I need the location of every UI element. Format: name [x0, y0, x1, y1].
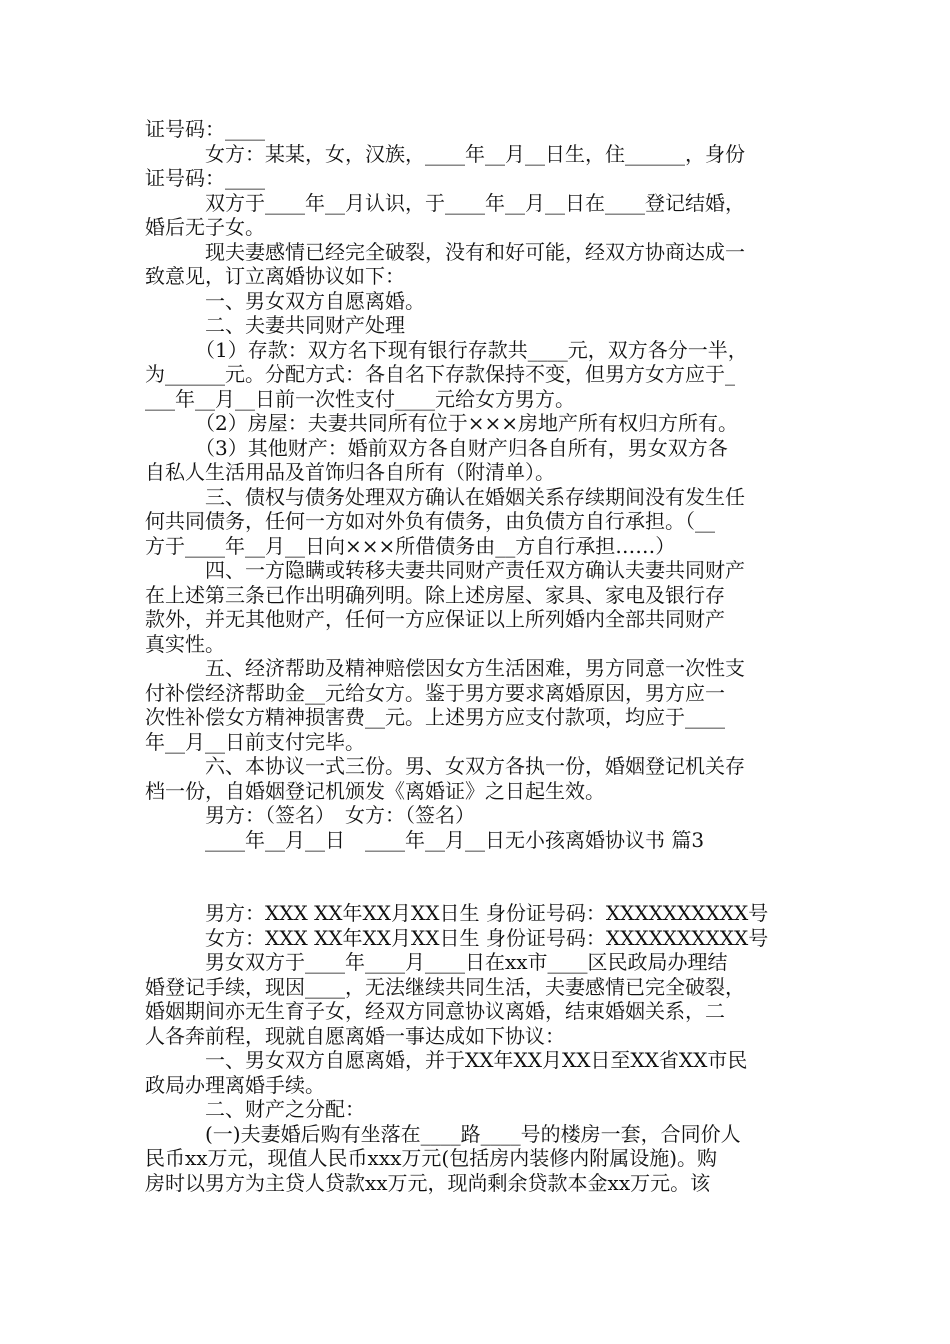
text-line: 档一份，自婚姻登记机颁发《离婚证》之日起生效。: [145, 778, 605, 803]
text-line: 致意见，订立离婚协议如下：: [145, 264, 405, 288]
text-line: 付补偿经济帮助金__元给女方。鉴于男方要求离婚原因，男方应一: [145, 680, 725, 705]
text-line: 五、经济帮助及精神赔偿因女方生活困难，男方同意一次性支: [145, 656, 745, 680]
text-line: 男女双方于____年____月____日在xx市____区民政局办理结: [145, 950, 728, 974]
text-line: （2）房屋：夫妻共同所有位于×××房地产所有权归方所有。: [145, 411, 738, 435]
text-line: 在上述第三条已作出明确列明。除上述房屋、家具、家电及银行存: [145, 582, 725, 607]
text-line: 六、本协议一式三份。男、女双方各执一份，婚姻登记机关存: [145, 754, 745, 778]
text-line: （3）其他财产：婚前双方各自财产归各自所有，男女双方各: [145, 435, 728, 460]
text-line: 民币xx万元，现值人民币xxx万元(包括房内装修内附属设施)。购: [145, 1146, 718, 1170]
text-line: 年__月__日前支付完毕。: [145, 729, 365, 754]
text-line: 何共同债务，任何一方如对外负有债务，由负债方自行承担。（__: [145, 509, 715, 533]
text-line: 为______元。分配方式：各自名下存款保持不变，但男方女方应于_: [145, 362, 735, 386]
text-line: 证号码：____: [145, 166, 265, 190]
text-line: 真实性。: [145, 631, 225, 656]
section-gap: [145, 852, 815, 901]
text-line: 现夫妻感情已经完全破裂，没有和好可能，经双方协商达成一: [145, 239, 745, 264]
date-and-section-title-line: ____年__月__日 ____年__月__日无小孩离婚协议书 篇3: [145, 827, 705, 852]
text-line: 二、夫妻共同财产处理: [145, 313, 405, 337]
text-line: 人各奔前程，现就自愿离婚一事达成如下协议：: [145, 1023, 565, 1048]
text-line: 女方：XXX XX年XX月XX日生 身份证号码：XXXXXXXXXX号: [145, 925, 769, 950]
text-line: 一、男女双方自愿离婚。: [145, 288, 425, 313]
text-line: 房时以男方为主贷人贷款xx万元，现尚剩余贷款本金xx万元。该: [145, 1170, 711, 1195]
text-line: 二、财产之分配：: [145, 1097, 365, 1121]
text-line: 次性补偿女方精神损害费__元。上述男方应支付款项，均应于____: [145, 705, 725, 729]
text-line: 婚后无子女。: [145, 215, 265, 239]
text-line: 证号码：____: [145, 117, 265, 141]
text-line: 双方于____年__月认识，于____年__月__日在____登记结婚，: [145, 190, 745, 215]
text-line: （1）存款：双方名下现有银行存款共____元，双方各分一半，: [145, 337, 748, 362]
text-line: 婚登记手续，现因____，无法继续共同生活，夫妻感情已完全破裂，: [145, 974, 745, 999]
text-line: 自私人生活用品及首饰归各自所有（附清单）。: [145, 460, 555, 484]
text-line: 政局办理离婚手续。: [145, 1072, 325, 1097]
signature-line: 男方：（签名） 女方：（签名）: [145, 803, 475, 827]
text-line: 四、一方隐瞒或转移夫妻共同财产责任双方确认夫妻共同财产: [145, 558, 745, 582]
text-line: 方于____年__月__日向×××所借债务由__方自行承担……）: [145, 533, 676, 558]
text-line: 男方：XXX XX年XX月XX日生 身份证号码：XXXXXXXXXX号: [145, 901, 769, 925]
text-line: ___年__月__日前一次性支付____元给女方男方。: [145, 386, 575, 411]
text-line: 女方：某某，女，汉族，____年__月__日生，住______，身份: [145, 141, 745, 166]
text-line: 一、男女双方自愿离婚，并于XX年XX月XX日至XX省XX市民: [145, 1048, 748, 1072]
document-body: [145, 117, 815, 1195]
text-line: 三、债权与债务处理双方确认在婚姻关系存续期间没有发生任: [145, 484, 745, 509]
text-line: (一)夫妻婚后购有坐落在____路____号的楼房一套，合同价人: [145, 1121, 741, 1146]
text-line: 款外，并无其他财产，任何一方应保证以上所列婚内全部共同财产: [145, 607, 725, 631]
text-line: 婚姻期间亦无生育子女，经双方同意协议离婚，结束婚姻关系，二: [145, 999, 725, 1023]
